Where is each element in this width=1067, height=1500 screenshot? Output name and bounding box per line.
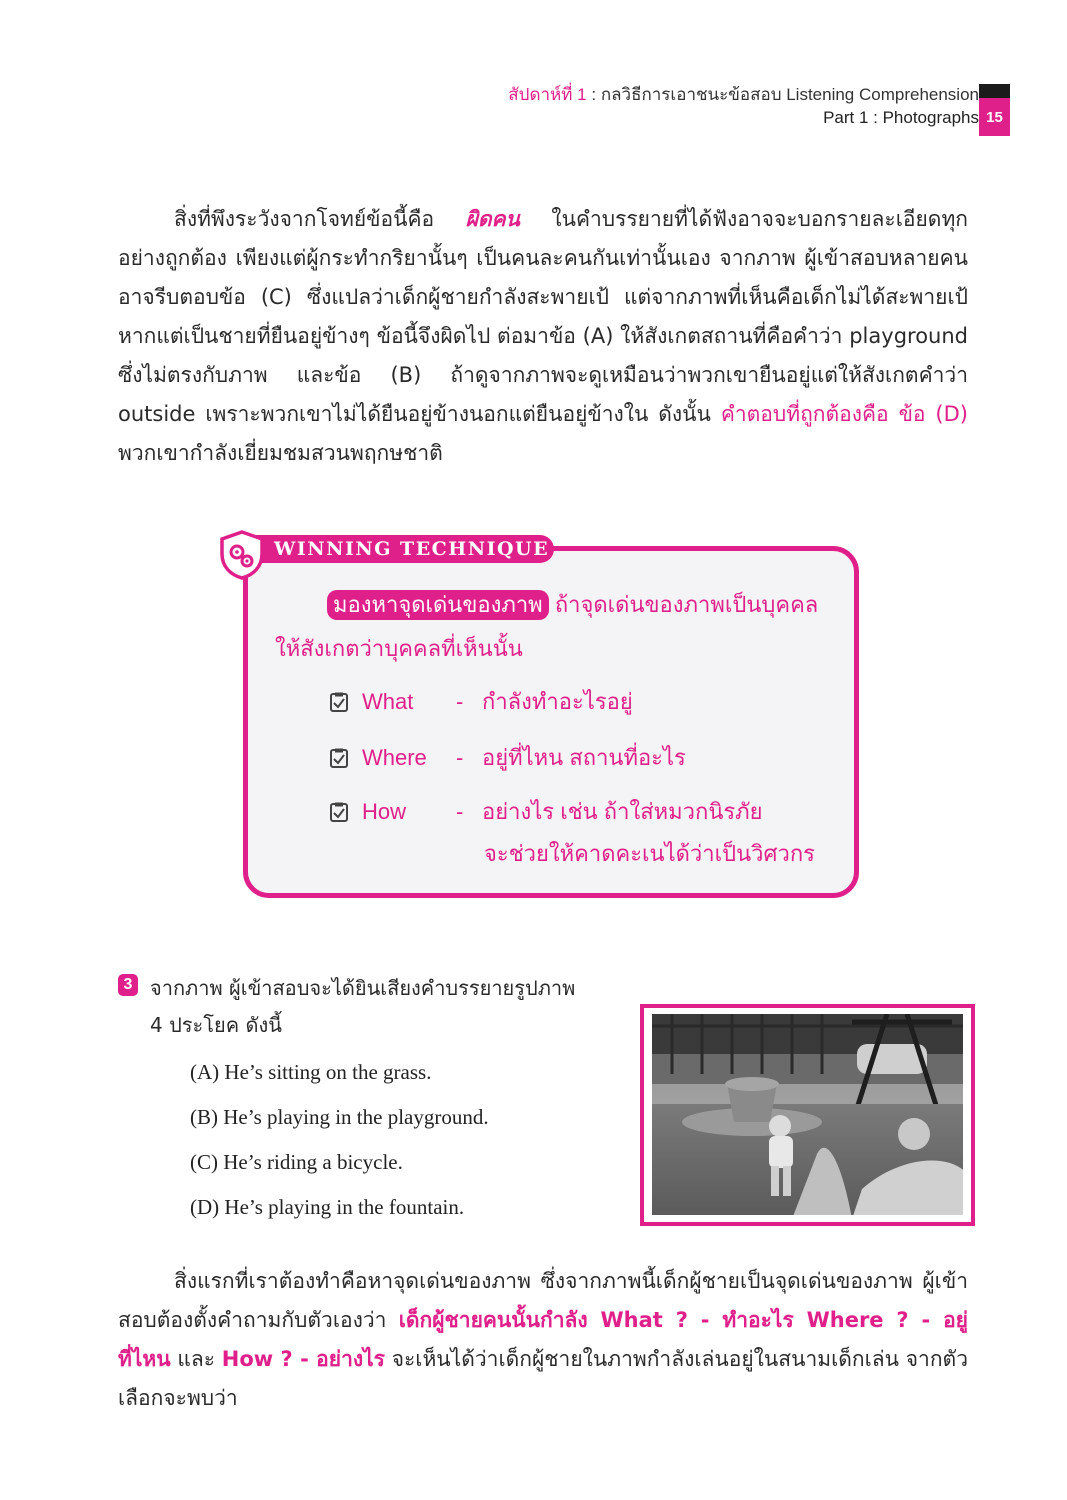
running-header bbox=[508, 84, 979, 130]
shield-gears-icon bbox=[218, 530, 266, 580]
technique-item-how bbox=[330, 794, 763, 829]
checklist-icon bbox=[330, 748, 348, 768]
tab-black-band bbox=[979, 84, 1010, 98]
page-number-tab bbox=[979, 84, 1010, 136]
option-b: (B) He’s playing in the playground. bbox=[190, 1105, 489, 1129]
analysis-lead: สิ่งแรกที่เราต้องทำคือหาจุดเด่นของภาพ ซึ่งจากภาพนี้เด็กผู้ชายเป็นจุดเด่นของภาพ ผู้เข้าสอบต้องตั้งคำถามกับตัวเองว่า bbox=[118, 1269, 968, 1332]
technique-desc: กำลังทำอะไรอยู่ bbox=[482, 689, 633, 714]
paragraph-body: ในคำบรรยายที่ได้ฟังอาจจะบอกรายละเอียดทุกอย่างถูกต้อง เพียงแต่ผู้กระทำกริยานั้นๆ เป็นคนละคนกันเท่านั้นเอง จากภาพ ผู้เข้าสอบหลายคนอาจรีบตอบข้อ (C) ซึ่งแปลว่าเด็กผู้ชายกำลังสะพายเป้ แต่จากภาพที่เห็นคือเด็กไม่ได้สะพายเป้ หากแต่เป็นชายที่ยืนอยู่ข้างๆ ข้อนี้จึงผิดไป ต่อมาข้อ (A) ให้สังเกตสถานที่คือคำว่า playground ซึ่งไม่ตรงกับภาพ และข้อ (B) ถ้าดูจากภาพจะดูเหมือนว่าพวกเขายืนอยู่แต่ให้สังเกตคำว่า outside เพราะพวกเขาไม่ได้ยืนอยู่ข้างนอกแต่ยืนอยู่ข้างใน ดังนั้น bbox=[118, 207, 968, 426]
technique-highlight: มองหาจุดเด่นของภาพ bbox=[327, 590, 549, 620]
checklist-icon bbox=[330, 802, 348, 822]
explanation-paragraph bbox=[118, 200, 968, 473]
part-title: Part 1 : Photographs bbox=[823, 108, 979, 127]
question-number: 3 bbox=[118, 974, 138, 996]
technique-key: Where bbox=[362, 745, 427, 770]
option-a: (A) He’s sitting on the grass. bbox=[190, 1060, 432, 1084]
technique-intro-rest: ถ้าจุดเด่นของภาพเป็นบุคคล bbox=[554, 592, 819, 617]
technique-dash: - bbox=[456, 799, 464, 824]
technique-item-where bbox=[330, 740, 686, 775]
question-prompt bbox=[150, 970, 670, 1044]
page-number: 15 bbox=[979, 98, 1010, 136]
technique-intro bbox=[275, 583, 845, 671]
technique-item-what bbox=[330, 684, 633, 719]
week-label: สัปดาห์ที่ 1 bbox=[508, 85, 587, 104]
technique-dash: - bbox=[456, 745, 464, 770]
analysis-mid: และ bbox=[177, 1347, 216, 1371]
question-prompt-line1: จากภาพ ผู้เข้าสอบจะได้ยินเสียงคำบรรยายรูปภาพ bbox=[150, 976, 576, 1000]
checklist-icon bbox=[330, 692, 348, 712]
technique-key: How bbox=[362, 799, 407, 824]
technique-how-continuation: จะช่วยให้คาดคะเนได้ว่าเป็นวิศวกร bbox=[484, 841, 815, 866]
analysis-paragraph bbox=[118, 1262, 968, 1418]
warning-emphasis: ผิดคน bbox=[465, 207, 520, 231]
paragraph-lead: สิ่งที่พึงระวังจากโจทย์ข้อนี้คือ bbox=[174, 207, 435, 231]
question-prompt-line2: 4 ประโยค ดังนี้ bbox=[150, 1013, 282, 1037]
playground-photo bbox=[650, 1012, 965, 1217]
playground-photo-image bbox=[652, 1014, 965, 1217]
technique-intro-line2: ให้สังเกตว่าบุคคลที่เห็นนั้น bbox=[275, 636, 523, 661]
technique-dash: - bbox=[456, 689, 464, 714]
chapter-heading: : กลวิธีการเอาชนะข้อสอบ Listening Comprehension bbox=[591, 85, 979, 104]
chapter-title bbox=[508, 84, 979, 106]
analysis-emphasis-1: เด็กผู้ชายคนนั้นกำลัง What ? - ทำอะไร Where ? - อยู่ที่ไหน bbox=[118, 1308, 968, 1371]
analysis-emphasis-2: How ? - อย่างไร bbox=[221, 1347, 385, 1371]
option-c: (C) He’s riding a bicycle. bbox=[190, 1150, 403, 1174]
technique-desc: อยู่ที่ไหน สถานที่อะไร bbox=[482, 745, 686, 770]
winning-technique-title: WINNING TECHNIQUE bbox=[256, 535, 554, 563]
winning-technique-tag bbox=[218, 530, 558, 566]
analysis-tail: จะเห็นได้ว่าเด็กผู้ชายในภาพกำลังเล่นอยู่ในสนามเด็กเล่น จากตัวเลือกจะพบว่า bbox=[118, 1347, 968, 1410]
option-d: (D) He’s playing in the fountain. bbox=[190, 1195, 465, 1219]
paragraph-tail: พวกเขากำลังเยี่ยมชมสวนพฤกษชาติ bbox=[118, 441, 443, 465]
technique-desc: อย่างไร เช่น ถ้าใส่หมวกนิรภัย bbox=[482, 799, 763, 824]
technique-key: What bbox=[362, 689, 414, 714]
answer-highlight: คำตอบที่ถูกต้องคือ ข้อ (D) bbox=[720, 402, 968, 426]
